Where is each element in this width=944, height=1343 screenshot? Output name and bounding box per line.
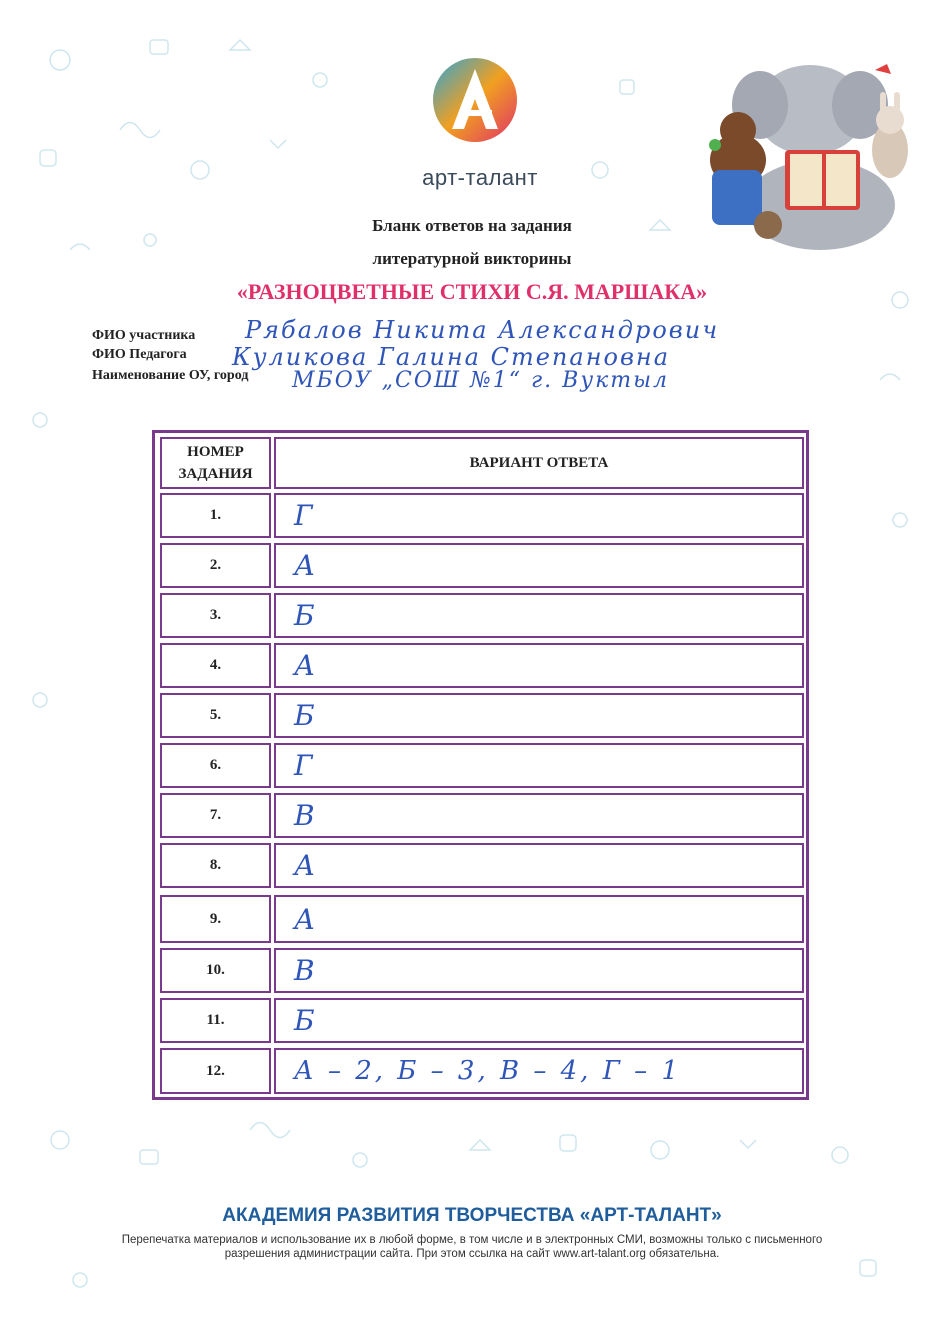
art-talant-logo-icon xyxy=(430,55,520,145)
quiz-title: «РАЗНОЦВЕТНЫЕ СТИХИ С.Я. МАРШАКА» xyxy=(236,279,708,304)
header-answer: ВАРИАНТ ОТВЕТА xyxy=(274,437,804,489)
participant-name: Рябалов Никита Александрович xyxy=(245,316,720,344)
answer-cell: Б xyxy=(274,693,804,738)
answer-cell: Г xyxy=(274,493,804,538)
teacher-name: Куликова Галина Степановна xyxy=(232,343,671,371)
participant-label: ФИО участника xyxy=(92,328,196,343)
answer-cell: А xyxy=(274,543,804,588)
task-number: 5. xyxy=(160,693,271,738)
task-number: 10. xyxy=(160,948,271,993)
task-number: 2. xyxy=(160,543,271,588)
task-number: 3. xyxy=(160,593,271,638)
teacher-label: ФИО Педагога xyxy=(92,347,187,362)
task-number: 7. xyxy=(160,793,271,838)
task-number: 4. xyxy=(160,643,271,688)
task-number: 8. xyxy=(160,843,271,888)
answer-cell: Б xyxy=(274,998,804,1043)
answer-cell: Б xyxy=(274,593,804,638)
answer-cell: В xyxy=(274,793,804,838)
school-label: Наименование ОУ, город xyxy=(92,368,249,383)
form-heading-line2: литературной викторины xyxy=(372,249,572,268)
task-number: 1. xyxy=(160,493,271,538)
answer-cell: Г xyxy=(274,743,804,788)
task-number: 6. xyxy=(160,743,271,788)
footer-title: АКАДЕМИЯ РАЗВИТИЯ ТВОРЧЕСТВА «АРТ-ТАЛАНТ» xyxy=(222,1205,722,1226)
task-number: 11. xyxy=(160,998,271,1043)
answer-cell: А – 2, Б – 3, В – 4, Г – 1 xyxy=(274,1048,804,1094)
answer-cell: А xyxy=(274,843,804,888)
answer-cell: В xyxy=(274,948,804,993)
task-number: 12. xyxy=(160,1048,271,1094)
form-heading-line1: Бланк ответов на задания xyxy=(372,216,572,235)
footer-note: Перепечатка материалов и использование их в любой форме, в том числе и в электронных СМИ, возможны только с письменного разрешения администрации сайта. При этом ссылка на сайт www.art-talant.org обязательна. xyxy=(121,1234,823,1260)
answer-cell: А xyxy=(274,643,804,688)
header-number: НОМЕР ЗАДАНИЯ xyxy=(160,437,271,489)
school-name: МБОУ „СОШ №1“ г. Вуктыл xyxy=(292,368,669,393)
logo-text: арт-талант xyxy=(422,165,538,190)
answer-table xyxy=(152,430,809,1100)
task-number: 9. xyxy=(160,895,271,943)
answer-cell: А xyxy=(274,895,804,943)
